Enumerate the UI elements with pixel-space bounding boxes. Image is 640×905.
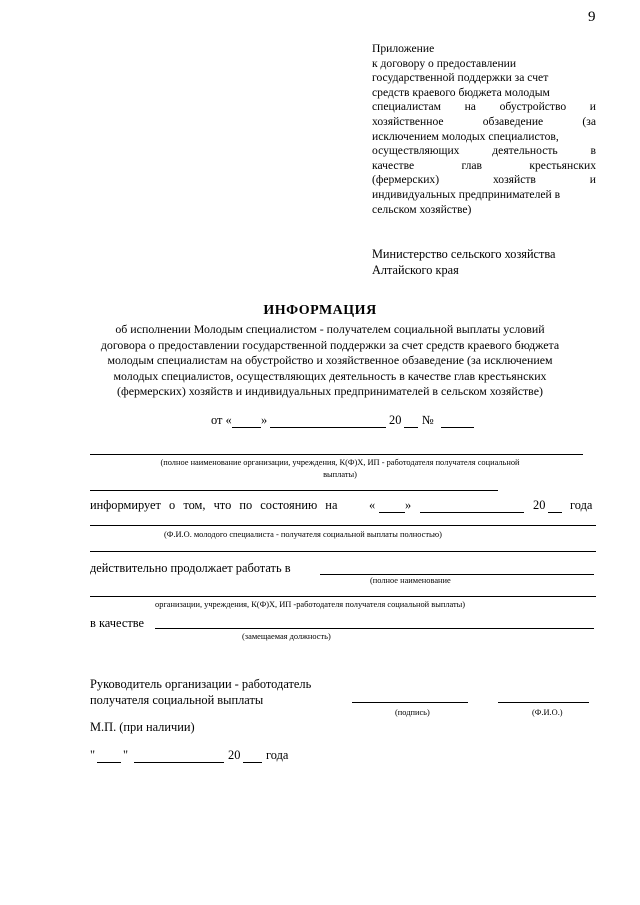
informs-month-blank[interactable]	[420, 512, 524, 513]
document-subtitle	[60, 322, 600, 400]
sig-month-blank[interactable]	[134, 762, 224, 763]
document-title: ИНФОРМАЦИЯ	[263, 303, 377, 318]
org-name-blank-2[interactable]	[90, 490, 498, 491]
recipient-block	[372, 246, 555, 278]
appendix-line: хозяйственное обзаведение (за	[372, 114, 596, 128]
recipient-line: Министерство сельского хозяйства	[372, 247, 556, 261]
informs-day-blank[interactable]	[379, 512, 405, 513]
recipient-line: Алтайского края	[372, 263, 459, 277]
subtitle-line: молодых специалистов, осуществляющих деятельность в качестве глав крестьянских	[113, 368, 547, 383]
subtitle-line: договора о предоставлении государственной поддержки за счет средств краевого бюджета	[100, 337, 560, 352]
subtitle-line: об исполнении Молодым специалистом - получателем социальной выплаты условий	[115, 322, 545, 336]
informs-year-blank[interactable]	[548, 512, 562, 513]
signature-label	[90, 676, 311, 708]
date-close-quote: »	[261, 413, 268, 427]
fio-blank-2[interactable]	[90, 551, 596, 552]
position-blank[interactable]	[155, 628, 594, 629]
sig-year-word: года	[266, 748, 289, 762]
informs-year-word: года	[570, 498, 593, 512]
signature-label-line: получателя социальной выплаты	[90, 693, 264, 707]
subtitle-line: молодым специалистам на обустройство и хозяйственное обзаведение (за исключением	[107, 353, 553, 367]
number-sign: №	[422, 413, 434, 427]
appendix-line: качестве глав крестьянских	[372, 158, 596, 172]
appendix-block	[372, 42, 596, 217]
org-caption-3: организации, учреждения, К(Ф)Х, ИП -работодателя получателя социальной выплаты)	[155, 600, 466, 609]
date-prefix: от «	[211, 413, 232, 427]
day-blank[interactable]	[232, 427, 261, 428]
informs-open-quote: «	[369, 498, 376, 512]
sig-date-close: "	[123, 748, 129, 762]
appendix-line: исключением молодых специалистов,	[372, 129, 559, 143]
appendix-line: специалистам на обустройство и	[372, 100, 596, 114]
page-number: 9	[588, 9, 596, 25]
informs-close-quote: »	[405, 498, 412, 512]
fio-caption: (Ф.И.О. молодого специалиста - получателя социальной выплаты полностью)	[164, 530, 442, 539]
signature-caption: (подпись)	[395, 708, 430, 717]
number-blank[interactable]	[441, 427, 474, 428]
sig-date-open: "	[90, 748, 96, 762]
sig-year-blank[interactable]	[243, 762, 262, 763]
appendix-line: к договору о предоставлении	[372, 56, 517, 70]
appendix-line: сельском хозяйстве)	[372, 202, 472, 216]
sig-day-blank[interactable]	[97, 762, 121, 763]
year-blank[interactable]	[404, 427, 418, 428]
position-caption: (замещаемая должность)	[242, 632, 331, 641]
informs-label: информирует о том, что по состоянию на	[90, 498, 338, 512]
workplace-blank-2[interactable]	[90, 596, 596, 597]
continues-label: действительно продолжает работать в	[90, 561, 291, 575]
org-caption-1: (полное наименование организации, учреждения, К(Ф)Х, ИП - работодателя получателя социальной	[160, 458, 520, 467]
workplace-blank[interactable]	[320, 574, 594, 575]
informs-year-prefix: 20	[533, 498, 546, 512]
full-name-caption: (полное наименование	[370, 576, 451, 585]
month-blank[interactable]	[270, 427, 386, 428]
appendix-line: осуществляющих деятельность в	[372, 144, 596, 158]
signature-blank[interactable]	[352, 702, 468, 703]
appendix-line: средств краевого бюджета молодым	[372, 85, 550, 99]
signature-label-line: Руководитель организации - работодатель	[90, 677, 312, 691]
signature-fio-blank[interactable]	[498, 702, 589, 703]
org-caption-2: выплаты)	[323, 470, 357, 479]
signature-fio-caption: (Ф.И.О.)	[532, 708, 563, 717]
subtitle-line: (фермерских) хозяйств и индивидуальных предпринимателей в сельском хозяйстве)	[117, 384, 543, 398]
position-label: в качестве	[90, 616, 145, 630]
appendix-line: Приложение	[372, 42, 435, 55]
date-year-prefix: 20	[389, 413, 402, 427]
seal-label: М.П. (при наличии)	[90, 720, 195, 734]
fio-blank[interactable]	[90, 525, 596, 526]
sig-year-prefix: 20	[228, 748, 241, 762]
appendix-line: государственной поддержки за счет	[372, 71, 549, 85]
appendix-line: (фермерских) хозяйств и	[372, 173, 596, 187]
org-name-blank[interactable]	[90, 454, 583, 455]
appendix-line: индивидуальных предпринимателей в	[372, 187, 561, 201]
